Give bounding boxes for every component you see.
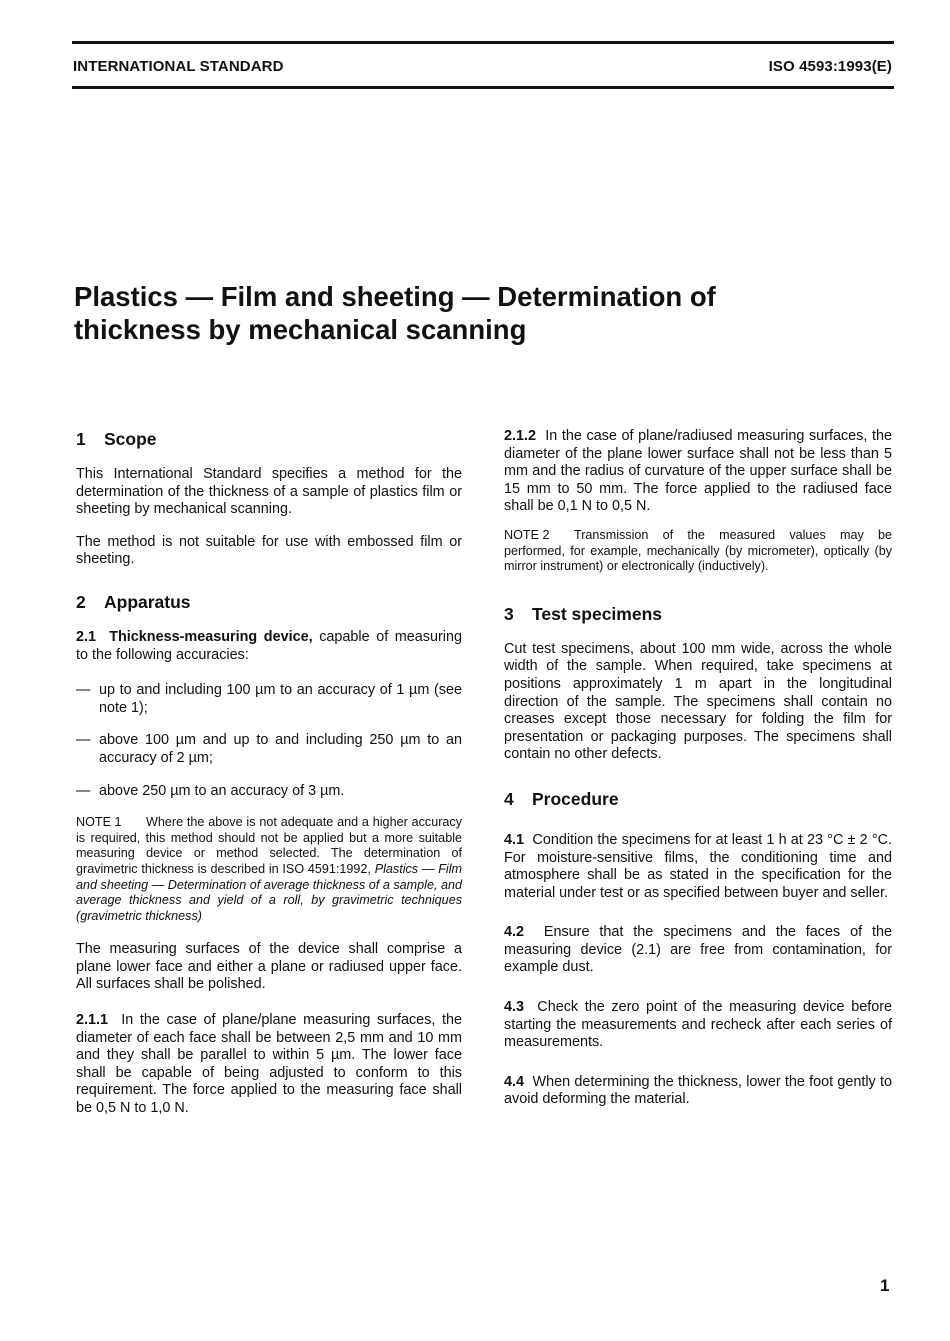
header-top-rule [72,41,894,44]
right-column [504,428,892,1124]
header-document-type: INTERNATIONAL STANDARD [73,58,284,75]
section-4-heading: 4 Procedure [504,788,619,809]
section-2-heading: 2 Apparatus [76,591,191,612]
scope-paragraph-2: The method is not suitable for use with embossed film or sheeting. [76,533,462,568]
header-document-id: ISO 4593:1993(E) [768,58,892,75]
measuring-surfaces-paragraph: The measuring surfaces of the device shall comprise a plane lower face and either a plane or radiused upper face. All surfaces shall be polished. [76,941,462,993]
page-number: 1 [880,1276,890,1295]
note-2: NOTE 2 Transmission of the measured values may be performed, for example, mechanically (by micrometer), optically (by mirror instrument) or electronically (inductively). [504,527,892,574]
clause-2-1-2: 2.1.2 In the case of plane/radiused measuring surfaces, the diameter of the plane lower surface shall not be less than 5 mm and the radius of curvature of the upper surface shall be 15 mm to 50 mm. The force applied to the radiused face shall be 0,1 N to 0,5 N. [504,428,892,515]
scope-paragraph-1: This International Standard specifies a method for the determination of the thickness of a sample of plastics film or sheeting by mechanical scanning. [76,466,462,518]
left-column [76,428,462,1133]
document-title [74,280,894,346]
header-bottom-rule [72,86,894,89]
section-3-heading: 3 Test specimens [504,603,663,624]
note-1: NOTE 1 Where the above is not adequate and a higher accuracy is required, this method should not be applied but a more suitable measuring device or method selected. The determination of gravimetric thickness is described in ISO 4591:1992, Plastics — Film and sheeting — Determination of average thickness of a sample, and average thickness and yield of a roll, by gravimetric techniques (gravimetric thickness) [76,815,463,923]
clause-4-1: 4.1 Condition the specimens for at least 1 h at 23 °C ± 2 °C. For moisture-sensitive films, the conditioning time and atmosphere shall be as stated in the specification for the material under test or as specified between buyer and seller. [504,831,892,901]
list-item: — up to and including 100 µm to an accuracy of 1 µm (see note 1); [76,682,462,716]
title-line-2: thickness by mechanical scanning [74,314,527,345]
list-item: — above 100 µm and up to and including 250 µm to an accuracy of 2 µm; [76,732,462,766]
clause-2-1: 2.1 Thickness-measuring device, capable of measuring to the following accuracies: [76,628,462,663]
test-specimens-paragraph: Cut test specimens, about 100 mm wide, across the whole width of the sample. When required, take specimens at positions approximately 1 m apart in the longitudinal direction of the sample. The specimens shall contain no creases except those necessary for folding the film for presentation or packaging purposes. The specimens shall contain no other defects. [504,640,892,763]
clause-4-4: 4.4 When determining the thickness, lower the foot gently to avoid deforming the material. [504,1073,892,1108]
clause-4-3: 4.3 Check the zero point of the measuring device before starting the measurements and recheck after each series of measurements. [504,999,892,1051]
accuracy-list [76,682,462,800]
list-item: — above 250 µm to an accuracy of 3 µm. [76,782,345,799]
clause-2-1-1: 2.1.1 In the case of plane/plane measuring surfaces, the diameter of each face shall be between 2,5 mm and 10 mm and they shall be parallel to within 5 µm. The lower face shall be capable of being adjusted to conform to this requirement. The force applied to the measuring face shall be 0,5 N to 1,0 N. [76,1012,462,1117]
title-line-1: Plastics — Film and sheeting — Determination of [74,281,716,312]
section-1-heading: 1 Scope [76,429,157,449]
clause-4-2: 4.2 Ensure that the specimens and the faces of the measuring device (2.1) are free from contamination, for example dust. [504,924,893,976]
